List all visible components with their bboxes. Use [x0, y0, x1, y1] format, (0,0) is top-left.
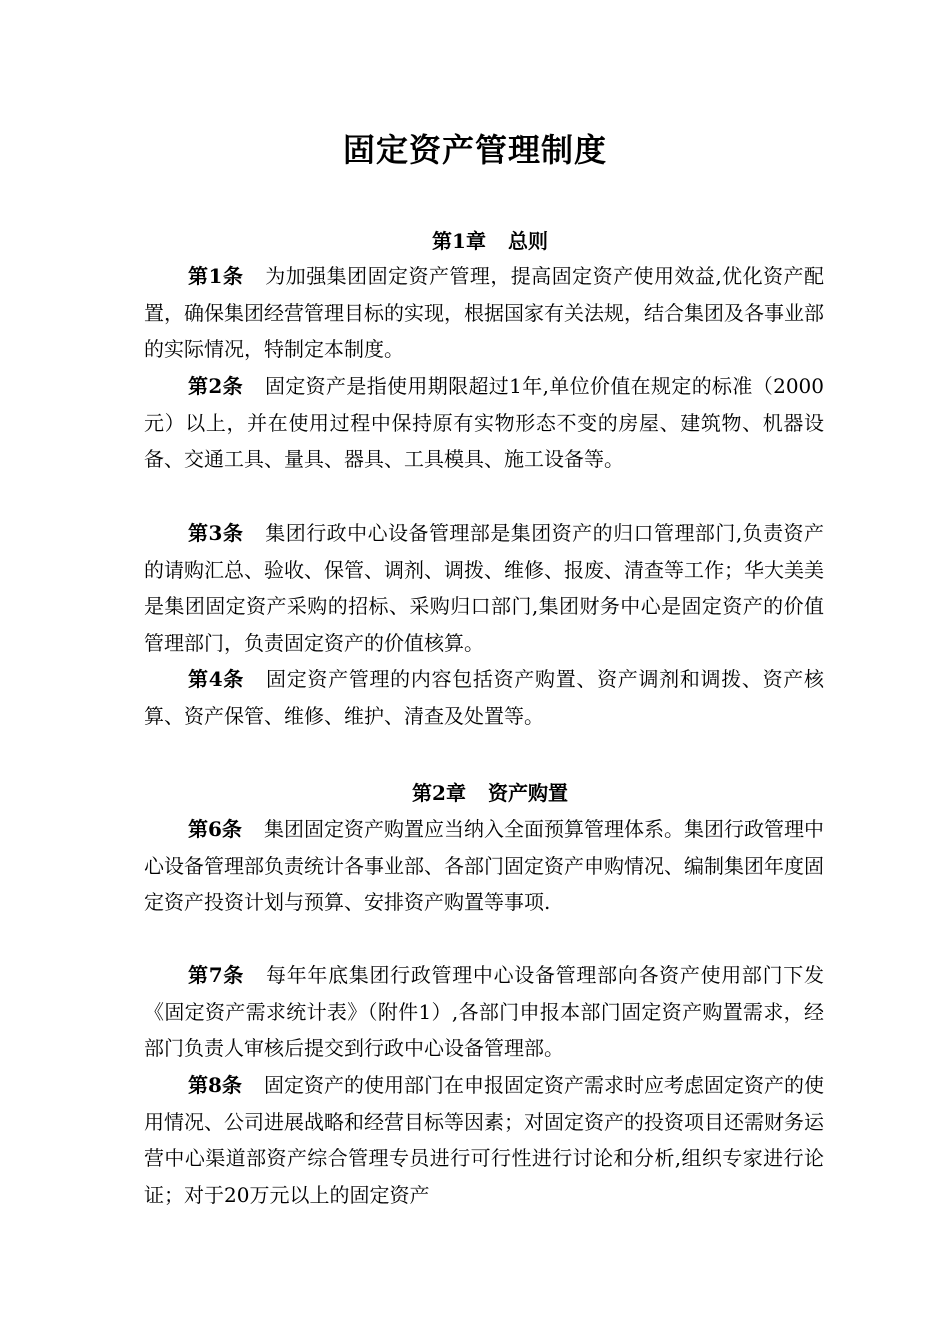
article-label: 第6条	[188, 817, 242, 841]
article-label: 第7条	[188, 963, 244, 987]
article-text: 每年年底集团行政管理中心设备管理部向各资产使用部门下发《固定资产需求统计表》（附件1）,各部门申报本部门固定资产购置需求，经部门负责人审核后提交到行政中心设备管理部。	[144, 963, 825, 1060]
article-text: 为加强集团固定资产管理，提高固定资产使用效益,优化资产配置，确保集团经营管理目标的实现，根据国家有关法规，结合集团及各事业部的实际情况，特制定本制度。	[144, 264, 825, 361]
article-text: 集团行政中心设备管理部是集团资产的归口管理部门,负责资产的请购汇总、验收、保管、调剂、调拨、维修、报废、清查等工作；华大美美是集团固定资产采购的招标、采购归口部门,集团财务中心是固定资产的价值管理部门，负责固定资产的价值核算。	[144, 521, 825, 655]
chapter-number: 第1章	[432, 229, 486, 253]
article-2	[144, 368, 824, 478]
article-label: 第1条	[188, 264, 244, 288]
article-text: 固定资产的使用部门在申报固定资产需求时应考虑固定资产的使用情况、公司进展战略和经营目标等因素；对固定资产的投资项目还需财务运营中心渠道部资产综合管理专员进行可行性进行讨论和分析,组织专家进行论证；对于20万元以上的固定资产	[144, 1073, 825, 1207]
chapter-number: 第2章	[412, 781, 466, 805]
document-title: 固定资产管理制度	[342, 131, 607, 169]
article-8	[144, 1067, 824, 1213]
article-text: 集团固定资产购置应当纳入全面预算管理体系。集团行政管理中心设备管理部负责统计各事业部、各部门固定资产申购情况、编制集团年度固定资产投资计划与预算、安排资产购置等事项.	[144, 817, 825, 914]
chapter-2-heading	[0, 775, 950, 811]
article-label: 第8条	[188, 1073, 242, 1097]
article-text: 固定资产是指使用期限超过1年,单位价值在规定的标准（2000元）以上，并在使用过程中保持原有实物形态不变的房屋、建筑物、机器设备、交通工具、量具、器具、工具模具、施工设备等。	[144, 374, 824, 471]
article-text: 固定资产管理的内容包括资产购置、资产调剂和调拨、资产核算、资产保管、维修、维护、清查及处置等。	[144, 667, 825, 728]
chapter-name: 资产购置	[487, 781, 568, 805]
article-1	[144, 258, 824, 368]
article-6	[144, 811, 824, 921]
article-3	[144, 515, 824, 661]
article-label: 第3条	[188, 521, 244, 545]
chapter-1-heading	[0, 223, 950, 259]
article-label: 第4条	[188, 667, 244, 691]
chapter-name: 总则	[507, 229, 548, 253]
article-7	[144, 957, 824, 1067]
article-label: 第2条	[188, 374, 243, 398]
article-4	[144, 661, 824, 734]
